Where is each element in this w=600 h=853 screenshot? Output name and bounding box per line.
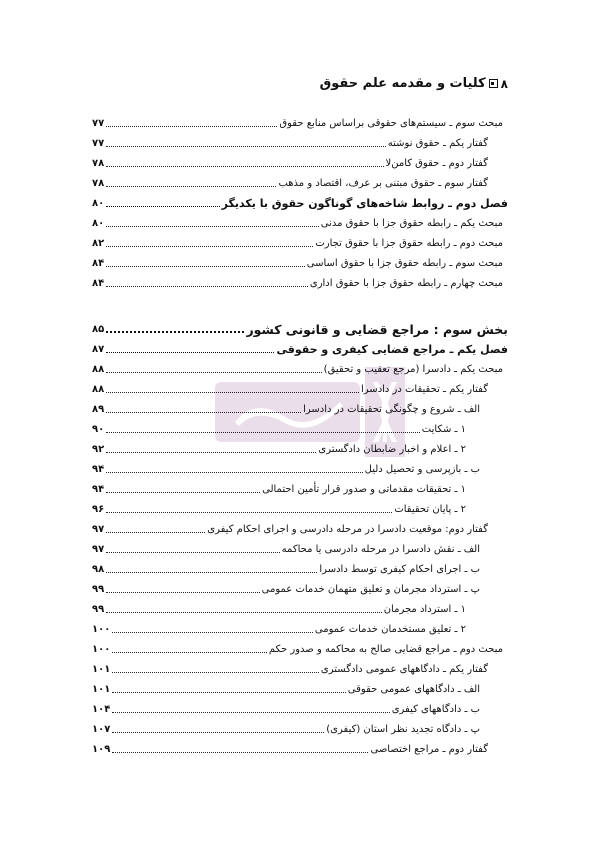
page-number: ۸ — [500, 76, 508, 91]
toc-entry — [92, 658, 508, 676]
toc-entry — [92, 418, 508, 436]
toc-entry — [92, 192, 508, 210]
toc-entry-page: ۸۴ — [92, 258, 105, 269]
toc-entry — [92, 252, 508, 270]
toc-entry-page: ۱۰۱ — [92, 664, 111, 675]
dot-leader — [106, 432, 420, 433]
toc-entry-page: ۸۸ — [92, 384, 105, 395]
toc-entry-title: مبحث دوم ـ رابطه حقوق جزا با حقوق تجارت — [315, 238, 503, 249]
dot-leader — [106, 331, 244, 333]
toc-entry-title: گفتار دوم ـ مراجع اختصاصی — [370, 744, 488, 755]
toc-entry-title: گفتار یکم ـ حقوق نوشته — [387, 138, 488, 149]
toc-entry — [92, 338, 508, 356]
table-of-contents — [92, 0, 508, 853]
dot-leader — [112, 712, 389, 713]
toc-entry — [92, 152, 508, 170]
dot-leader — [106, 492, 260, 493]
toc-entry — [92, 458, 508, 476]
toc-entry-page: ۸۰ — [92, 218, 105, 229]
toc-entry-page: ۱۰۹ — [92, 744, 111, 755]
toc-entry — [92, 598, 508, 616]
toc-entry — [92, 558, 508, 576]
dot-leader — [106, 372, 321, 373]
toc-entry-page: ۹۷ — [92, 524, 105, 535]
toc-entry — [92, 738, 508, 756]
toc-entry — [92, 358, 508, 376]
toc-entry-title: ۲ ـ اعلام و اخبار ضابطان دادگستری — [318, 444, 466, 455]
toc-entry-title: مبحث سوم ـ سیستم‌های حقوقی براساس منابع حقوق — [279, 118, 503, 129]
toc-entry — [92, 398, 508, 416]
toc-entry-title: پ ـ استرداد مجرمان و تعلیق متهمان خدمات عمومی — [261, 584, 480, 595]
toc-entry-title: ۱ ـ شکایت — [421, 424, 466, 435]
toc-entry-page: ۹۷ — [92, 544, 105, 555]
toc-entry-page: ۸۸ — [92, 364, 105, 375]
dot-leader — [106, 246, 313, 247]
toc-entry — [92, 318, 508, 336]
toc-entry-page: ۹۸ — [92, 564, 105, 575]
toc-entry-page: ۹۲ — [92, 444, 105, 455]
dot-leader — [106, 452, 316, 453]
toc-entry-page: ۷۷ — [92, 138, 105, 149]
dot-leader — [112, 652, 267, 653]
toc-entry-title: الف ـ شروع و چگونگی تحقیقات در دادسرا — [303, 404, 480, 415]
toc-entry — [92, 718, 508, 736]
toc-entry-title: گفتار دوم: موقعیت دادسرا در مرحله دادرسی و اجرای احکام کیفری — [207, 524, 488, 535]
dot-leader — [106, 126, 277, 127]
dot-leader — [112, 632, 313, 633]
dot-leader — [106, 592, 259, 593]
toc-entry — [92, 212, 508, 230]
dot-leader — [112, 672, 319, 673]
toc-entry-title: مبحث یکم ـ رابطه حقوق جزا با حقوق مدنی — [320, 218, 503, 229]
toc-entry — [92, 438, 508, 456]
toc-entry-title: بخش سوم : مراجع قضایی و قانونی کشور — [246, 322, 508, 337]
toc-entry — [92, 618, 508, 636]
dot-leader — [106, 286, 308, 287]
toc-entry-title: مبحث یکم ـ دادسرا (مرجع تعقیب و تحقیق) — [323, 364, 503, 375]
dot-leader — [106, 186, 276, 187]
toc-entry-page: ۹۹ — [92, 584, 105, 595]
toc-entry-page: ۹۴ — [92, 484, 105, 495]
dot-leader — [112, 752, 368, 753]
toc-entry-title: فصل دوم ـ روابط شاخه‌های گوناگون حقوق با یکدیگر — [221, 197, 508, 210]
dot-leader — [106, 532, 205, 533]
toc-entry-title: ب ـ دادگاههای کیفری — [391, 704, 480, 715]
toc-entry-title: گفتار سوم ـ حقوق مبتنی بر عرف، اقتصاد و مذهب — [278, 178, 488, 189]
toc-entry-page: ۱۰۴ — [92, 704, 111, 715]
toc-entry-page: ۱۰۱ — [92, 684, 111, 695]
toc-entry — [92, 112, 508, 130]
dot-leader — [106, 572, 317, 573]
dot-leader — [106, 412, 301, 413]
toc-entry — [92, 172, 508, 190]
toc-entry-title: ۲ ـ تعلیق مستخدمان خدمات عمومی — [314, 624, 466, 635]
toc-entry-page: ۱۰۷ — [92, 724, 111, 735]
toc-entry-title: ب ـ اجرای احکام کیفری توسط دادسرا — [319, 564, 480, 575]
toc-entry-page: ۸۴ — [92, 278, 105, 289]
dot-leader — [106, 266, 305, 267]
toc-entry-title: مبحث دوم ـ مراجع قضایی صالح به محاکمه و صدور حکم — [268, 644, 503, 655]
toc-entry-page: ۸۷ — [92, 344, 105, 355]
toc-entry-title: الف ـ دادگاههای عمومی حقوقی — [347, 684, 480, 695]
toc-entry-title: پ ـ دادگاه تجدید نظر استان (کیفری) — [326, 724, 480, 735]
toc-entry — [92, 578, 508, 596]
toc-entry-title: گفتار دوم ـ حقوق کامن‌لا — [385, 158, 488, 169]
toc-entry-page: ۷۸ — [92, 158, 105, 169]
toc-entry — [92, 478, 508, 496]
dot-leader — [106, 146, 386, 147]
toc-entry — [92, 272, 508, 290]
toc-entry-page: ۸۵ — [92, 324, 105, 335]
toc-entry-title: ب ـ بازپرسی و تحصیل دلیل — [364, 464, 480, 475]
dot-leader — [112, 692, 345, 693]
dot-leader — [106, 612, 381, 613]
toc-entry-page: ۹۴ — [92, 464, 105, 475]
toc-entry — [92, 538, 508, 556]
toc-entry-title: مبحث چهارم ـ رابطه حقوق جزا با حقوق اداری — [309, 278, 503, 289]
toc-entry — [92, 638, 508, 656]
toc-entry-page: ۹۶ — [92, 504, 105, 515]
running-title: کلیات و مقدمه علم حقوق — [319, 76, 486, 91]
toc-entry-page: ۱۰۰ — [92, 644, 111, 655]
toc-entry — [92, 232, 508, 250]
toc-entry — [92, 132, 508, 150]
toc-entry-page: ۷۸ — [92, 178, 105, 189]
toc-entry-page: ۸۹ — [92, 404, 105, 415]
toc-entry-title: ۱ ـ تحقیقات مقدماتی و صدور قرار تأمین احتمالی — [262, 484, 466, 495]
dot-leader — [106, 226, 318, 227]
toc-entry-title: ۲ ـ پایان تحقیقات — [394, 504, 466, 515]
toc-entry-title: گفتار یکم ـ دادگاههای عمومی دادگستری — [320, 664, 488, 675]
toc-entry — [92, 378, 508, 396]
dot-leader — [106, 392, 359, 393]
toc-entry-page: ۹۹ — [92, 604, 105, 615]
toc-entry-title: الف ـ نقش دادسرا در مرحله دادرسی یا محاکمه — [281, 544, 480, 555]
dot-leader — [106, 352, 274, 353]
dot-leader — [106, 472, 362, 473]
dot-leader — [106, 512, 392, 513]
toc-entry — [92, 518, 508, 536]
dot-leader — [112, 732, 324, 733]
toc-entry-page: ۸۰ — [92, 198, 105, 209]
toc-entry-title: مبحث سوم ـ رابطه حقوق جزا با حقوق اساسی — [306, 258, 503, 269]
toc-entry-page: ۸۲ — [92, 238, 105, 249]
toc-entry-page: ۹۰ — [92, 424, 105, 435]
dot-leader — [106, 206, 219, 207]
toc-entry — [92, 498, 508, 516]
toc-entry — [92, 698, 508, 716]
toc-entry-title: فصل یکم ـ مراجع قضایی کیفری و حقوقی — [276, 343, 508, 356]
toc-entry-title: ۱ ـ استرداد مجرمان — [383, 604, 466, 615]
dot-leader — [106, 552, 279, 553]
toc-entry-page: ۱۰۰ — [92, 624, 111, 635]
toc-entry-page: ۷۷ — [92, 118, 105, 129]
toc-entry-title: گفتار یکم ـ تحقیقات در دادسرا — [361, 384, 488, 395]
toc-entry — [92, 678, 508, 696]
dot-leader — [106, 166, 383, 167]
